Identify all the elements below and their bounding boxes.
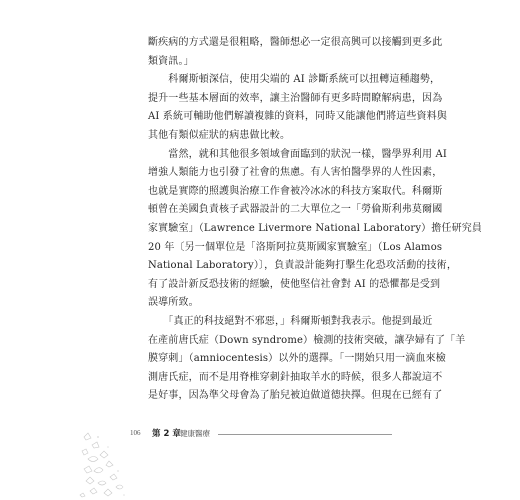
text-line: 斷疾病的方式還是很粗略，醫師想必一定很高興可以接觸到更多此	[148, 37, 443, 48]
text-line: 有了設計新反恐技術的經驗，使他堅信社會對 AI 的恐懼都是受到	[148, 278, 441, 290]
text-line: 提升一些基本層面的效率，讓主治醫師有更多時間瞭解病患，因為	[148, 92, 443, 104]
text-line: 頓曾在美國負責核子武器設計的二大單位之一「勞倫斯利弗莫爾國	[148, 204, 443, 216]
text-line: 是好事，因為準父母會為了胎兒被迫做道德抉擇。但現在已經有了	[148, 390, 443, 402]
text-line: 膜穿刺」（amniocentesis）以外的選擇。「一開始只用一滴血來檢	[148, 353, 446, 365]
leaf-decoration	[78, 425, 134, 500]
text-line: 增強人類能力也引發了社會的焦慮。有人害怕醫學界的人性因素，	[148, 167, 443, 179]
text-line: 類資訊。」	[148, 55, 194, 67]
text-line: 也就是實際的照護與治療工作會被冷冰冰的科技方案取代。科爾斯	[148, 185, 443, 197]
text-line: 其他有類似症狀的病患做比較。	[148, 129, 291, 141]
text-line: 測唐氏症，而不是用脊椎穿刺針抽取羊水的時候，很多人都說這不	[148, 371, 443, 383]
footer-rule	[218, 434, 392, 435]
text-line: 在產前唐氏症（Down syndrome）檢測的技術突破，讓孕婦有了「羊	[148, 334, 466, 346]
text-line: 20 年〔另一個單位是「洛斯阿拉莫斯國家實驗室」（Los Alamos	[148, 241, 443, 253]
chapter-mark: 第 2 章	[152, 429, 181, 439]
chapter-title: 健康醫療	[180, 429, 210, 438]
text-line: 科爾斯頓深信，使用尖端的 AI 診斷系統可以扭轉這種趨勢，	[148, 74, 441, 86]
text-line: 家實驗室」（Lawrence Livermore National Laboratory）擔任研究員	[148, 222, 483, 234]
text-line: 當然，就和其他很多領域會面臨到的狀況一樣，醫學界利用 AI	[148, 148, 447, 160]
text-line: 誤導所致。	[148, 297, 199, 309]
body-text	[148, 34, 483, 406]
page-number: 106	[130, 429, 141, 437]
text-line: 「真正的科技絕對不邪惡，」科爾斯頓對我表示。他提到最近	[148, 315, 433, 327]
text-line: AI 系統可輔助他們解讀複雜的資料，同時又能讓他們將這些資料與	[148, 111, 447, 123]
page-footer	[130, 427, 392, 441]
text-line: National Laboratory）〕，負責設計能夠打擊生化恐攻活動的技術，	[148, 260, 457, 272]
